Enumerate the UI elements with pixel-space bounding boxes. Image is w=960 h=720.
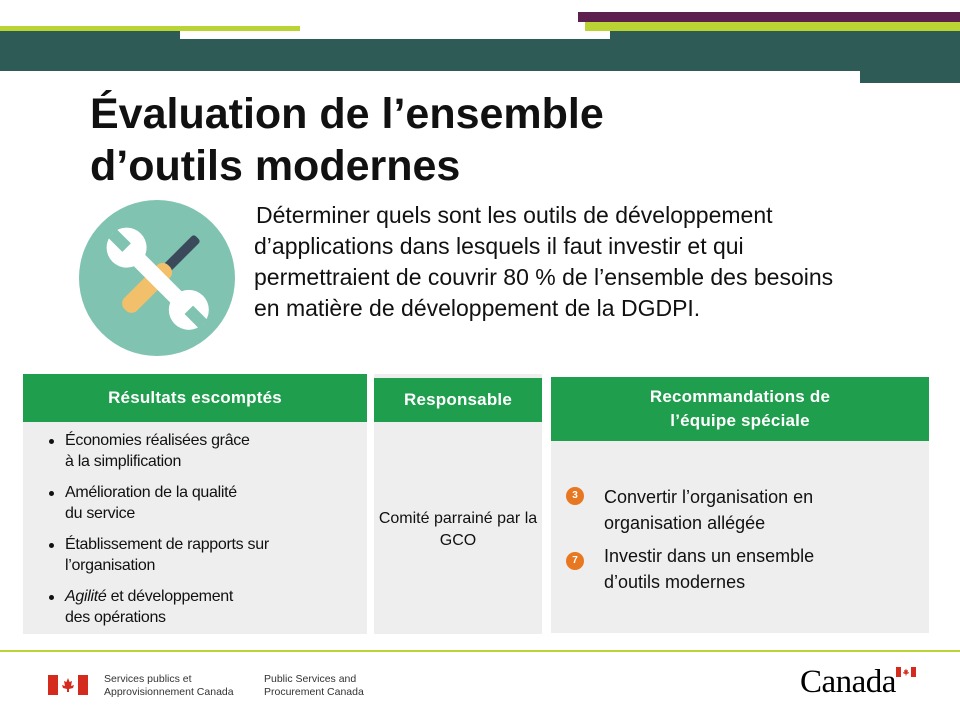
- footer-en-line-1: Public Services and: [264, 673, 357, 685]
- slide-title: [90, 88, 790, 192]
- results-item-line: des opérations: [65, 609, 166, 626]
- responsible-text: Comité parrainé par la GCO: [378, 510, 538, 549]
- footer-department-en: [264, 673, 364, 699]
- results-item-line: Économies réalisées grâce: [65, 432, 250, 449]
- recommendation-line: Convertir l’organisation en: [604, 487, 814, 507]
- canada-flag-icon: [48, 675, 88, 695]
- results-header-label: Résultats escomptés: [108, 388, 282, 407]
- results-item-emphasis: Agilité: [65, 588, 107, 605]
- footer-en-line-2: Procurement Canada: [264, 686, 364, 698]
- results-item-text: et développement: [106, 588, 234, 605]
- recommendation-line: organisation allégée: [604, 513, 766, 533]
- recommendation-number-badge: 7: [566, 552, 584, 570]
- recommendations-header-line-2: l’équipe spéciale: [670, 411, 810, 430]
- banner-white-cut: [180, 31, 610, 39]
- results-item: [46, 534, 346, 576]
- recommendation-text: [604, 484, 884, 536]
- intro-paragraph: [254, 200, 944, 324]
- results-list: [46, 430, 346, 638]
- results-item-line: Établissement de rapports sur: [65, 536, 269, 553]
- intro-line-1: Déterminer quels sont les outils de développement: [256, 202, 773, 228]
- footer-divider: [0, 650, 960, 652]
- responsible-header-label: Responsable: [403, 390, 512, 409]
- recommendation-number-badge: 3: [566, 487, 584, 505]
- results-item-line: du service: [65, 505, 135, 522]
- intro-line-3: permettraient de couvrir 80 % de l’ensemble des besoins: [254, 264, 834, 290]
- recommendation-line: d’outils modernes: [604, 572, 746, 592]
- intro-line-4: en matière de développement de la DGDPI.: [254, 295, 701, 321]
- footer-fr-line-1: Services publics et: [104, 673, 192, 685]
- results-item-line: Amélioration de la qualité: [65, 484, 237, 501]
- footer-department-fr: [104, 673, 234, 699]
- banner-purple-stripe: [578, 12, 960, 22]
- responsible-header: [374, 378, 542, 422]
- results-item-line: [65, 586, 346, 607]
- results-item: [46, 482, 346, 524]
- recommendation-text: [604, 543, 884, 595]
- canada-wordmark: Canada: [800, 664, 896, 700]
- banner-green-tail: [860, 71, 960, 83]
- slide-title-line-1: Évaluation de l’ensemble: [90, 90, 604, 138]
- results-header: [23, 374, 367, 422]
- footer-fr-line-2: Approvisionnement Canada: [104, 686, 234, 698]
- results-item-line: à la simplification: [65, 453, 182, 470]
- tools-icon: [78, 199, 236, 357]
- results-item: [46, 586, 346, 628]
- recommendations-header: [551, 377, 929, 441]
- recommendation-line: Investir dans un ensemble: [604, 546, 815, 566]
- results-item: [46, 430, 346, 472]
- recommendations-header-line-1: Recommandations de: [649, 387, 831, 406]
- canada-wordmark-flag-icon: [896, 667, 916, 677]
- slide-title-line-2: d’outils modernes: [90, 142, 461, 190]
- banner-lime-stripe: [585, 22, 960, 31]
- results-item-line: l’organisation: [65, 557, 156, 574]
- intro-line-2: d’applications dans lesquels il faut investir et qui: [254, 233, 744, 259]
